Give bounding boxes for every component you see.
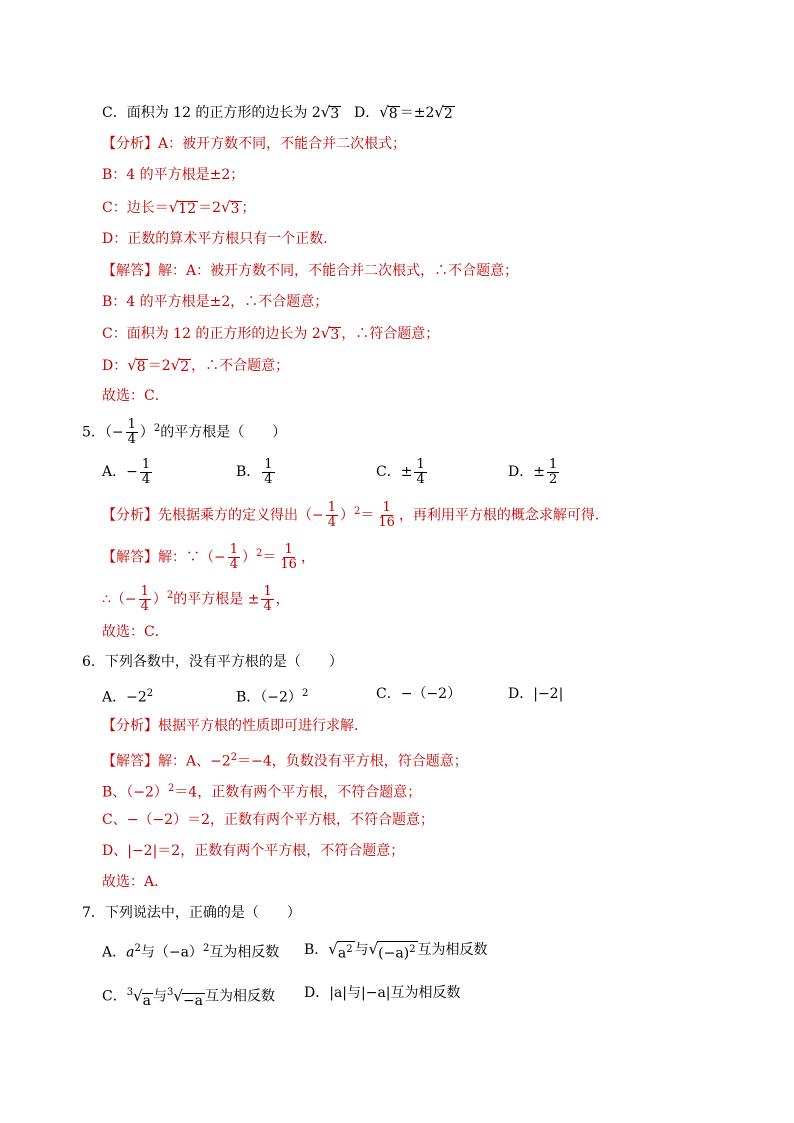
q5-option-b: B． $\frac{1}{4}$: [236, 456, 273, 487]
q7-option-d: D．|a|与|−a|互为相反数: [304, 985, 461, 1001]
q6-answer-a: 【解答】解：A、$-2^2=-4$，负数没有平方根，符合题意；: [102, 752, 468, 770]
q4-analysis-c: C：边长＝ √ 12 ＝2 √ 3 ；: [102, 198, 256, 217]
q7-option-a: A．$a^2$与$(-a)^2$互为相反数: [102, 943, 280, 961]
q4-answer-b: B：4 的平方根是±2，∴不合题意；: [102, 294, 329, 310]
q4-analysis-d: D：正数的算术平方根只有一个正数．: [102, 231, 338, 247]
q4-analysis-a: 【分析】A：被开方数不同，不能合并二次根式；: [102, 136, 407, 152]
q6-option-b: B．$(-2)^2$: [236, 688, 309, 706]
q5-choice: 故选：C．: [102, 624, 169, 640]
q6-option-c: C．−（−2）: [376, 686, 462, 702]
q5-answer: 【解答】解：∵（− $\frac{1}{4}$ ）$^2$＝ $\frac{1}{16}$ ，: [102, 542, 315, 573]
q6-analysis: 【分析】根据平方根的性质即可进行求解．: [102, 718, 368, 734]
q4-option-d: D． √ 8 ＝±2 √ 2: [354, 103, 453, 122]
q4-answer-c: C：面积为 12 的正方形的边长为 2 √ 3 ，∴符合题意；: [102, 324, 440, 343]
sqrt-3: √ 3: [320, 103, 340, 122]
q5-option-c: C．± $\frac{1}{4}$: [376, 456, 425, 487]
q6-stem: 6．下列各数中，没有平方根的是（ ）: [82, 654, 343, 670]
q6-choice: 故选：A．: [102, 874, 169, 890]
q5-stem: 5．（− $\frac{1}{4}$ ）$^2$的平方根是（ ）: [82, 417, 287, 448]
q7-stem: 7．下列说法中，正确的是（ ）: [82, 905, 301, 921]
q7-option-b: B． √ $a^2$ 与 √ $(-a)^2$ 互为相反数: [304, 940, 488, 962]
q4-option-c: C．面积为 12 的正方形的边长为 2 √ 3: [102, 103, 340, 122]
q6-answer-d: D、|−2|＝2，正数有两个平方根，不符合题意；: [102, 843, 405, 859]
q6-option-a: A．$-2^2$: [102, 688, 154, 706]
q5-option-a: A．− $\frac{1}{4}$: [102, 456, 151, 487]
q5-therefore: ∴（− $\frac{1}{4}$ ）$^2$的平方根是 ± $\frac{1}{4}$ ，: [102, 584, 290, 615]
q4-choice: 故选：C．: [102, 388, 169, 404]
q4-answer-d: D： √ 8 ＝2 √ 2 ，∴不合题意；: [102, 356, 290, 375]
q4-analysis-b: B：4 的平方根是±2；: [102, 167, 245, 183]
q6-answer-c: C、−（−2）＝2，正数有两个平方根，不符合题意；: [102, 812, 434, 828]
q6-answer-b: B、$(-2)^2=4$，正数有两个平方根，不符合题意；: [102, 783, 422, 801]
q5-option-d: D．± $\frac{1}{2}$: [508, 456, 558, 487]
q6-option-d: D．|−2|: [508, 686, 564, 702]
q4-answer-a: 【解答】解：A：被开方数不同，不能合并二次根式，∴不合题意；: [102, 263, 519, 279]
q5-analysis: 【分析】先根据乘方的定义得出（− $\frac{1}{4}$ ）$^2$＝ $\frac{1}{16}$ ，再利用平方根的概念求解可得．: [102, 500, 609, 531]
q7-option-c: C．$^3$ √ a 与$^3$ √ −a 互为相反数: [102, 986, 276, 1009]
